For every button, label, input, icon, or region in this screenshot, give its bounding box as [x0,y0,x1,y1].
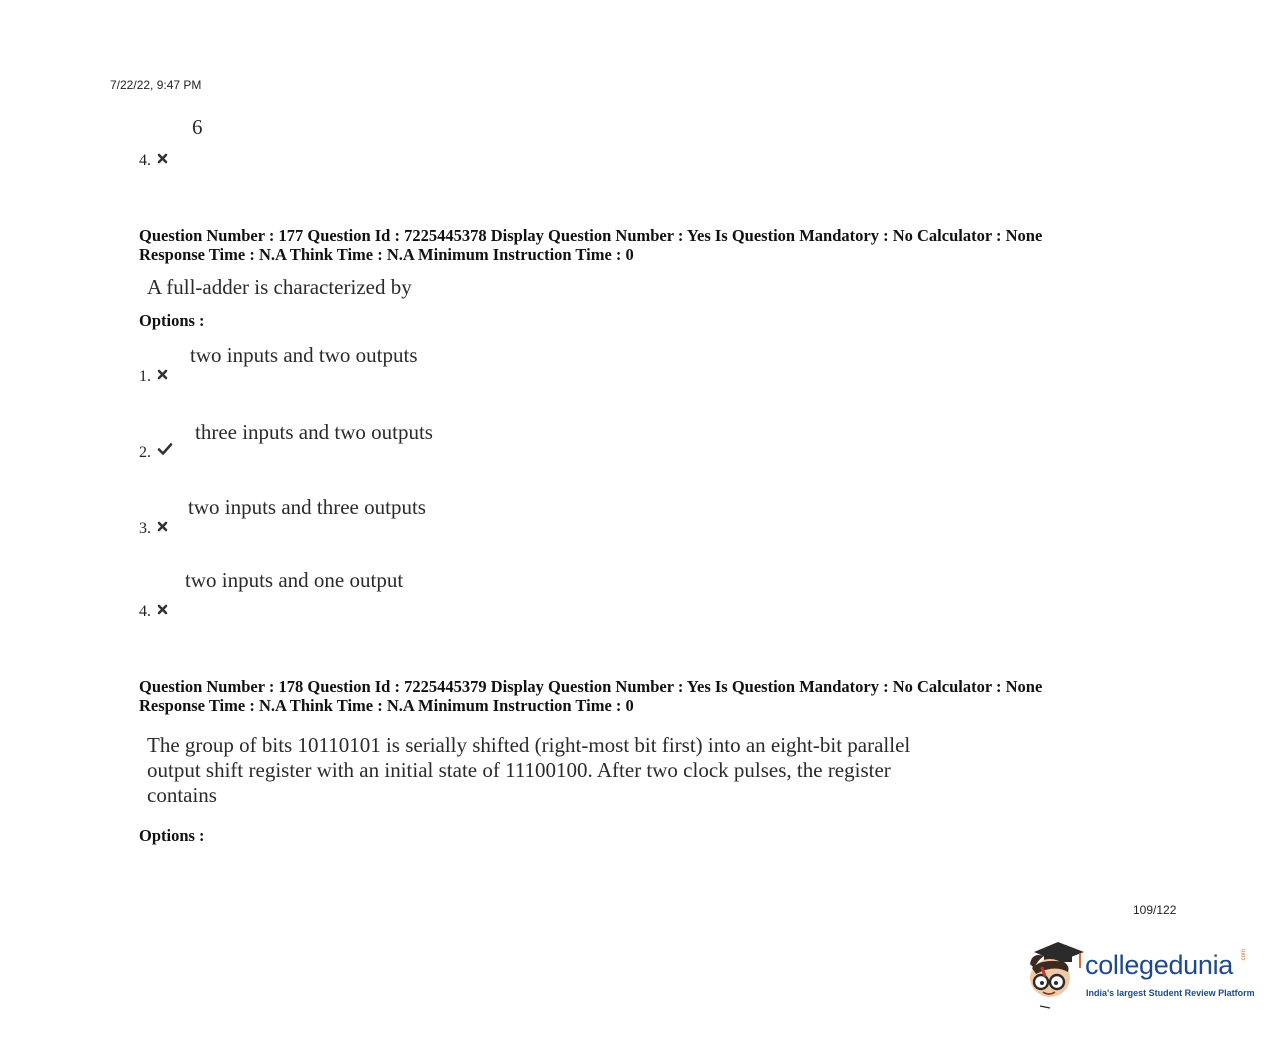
q177-options-label: Options : [139,311,205,330]
q177-meta-line2: Response Time : N.A Think Time : N.A Minimum Instruction Time : 0 [139,245,634,264]
q178-question-text-line2: output shift register with an initial state of 11100100. After two clock pulses, the register [147,758,891,782]
q177-question-text: A full-adder is characterized by [147,275,412,299]
q177-option-2 [139,442,173,462]
q177-option-3 [139,520,168,538]
q178-meta-line1: Question Number : 178 Question Id : 7225445379 Display Question Number : Yes Is Question Mandatory : No Calculator : None [139,677,1043,696]
q178-options-label: Options : [139,826,205,845]
logo-wordmark: collegedunia [1085,950,1234,980]
q177-option-1-text: two inputs and two outputs [190,343,418,367]
prev-option-4-number: 4. [139,152,151,169]
cross-icon [157,369,168,380]
mascot-icon [1024,938,1088,1012]
print-timestamp: 7/22/22, 9:47 PM [110,78,202,92]
q178-question-text-line3: contains [147,783,217,807]
q177-option-4 [139,603,168,621]
q177-option-3-number: 3. [139,520,151,537]
prev-option-4 [139,152,168,170]
q177-option-2-text: three inputs and two outputs [195,420,433,444]
q177-option-2-number: 2. [139,444,151,461]
q177-option-4-number: 4. [139,603,151,620]
cross-icon [157,521,168,532]
q177-meta-line1: Question Number : 177 Question Id : 7225445378 Display Question Number : Yes Is Question Mandatory : No Calculator : None [139,226,1043,245]
q177-option-1-number: 1. [139,368,151,385]
cross-icon [157,153,168,164]
logo-suffix: .com [1241,948,1247,962]
q178-meta-line2: Response Time : N.A Think Time : N.A Minimum Instruction Time : 0 [139,696,634,715]
prev-option-4-text: 6 [192,115,203,139]
q177-option-3-text: two inputs and three outputs [188,495,426,519]
q177-option-1 [139,368,168,386]
logo-tagline: India's largest Student Review Platform [1086,988,1255,998]
q178-question-text-line1: The group of bits 10110101 is serially shifted (right-most bit first) into an eight-bit parallel [147,733,911,757]
cross-icon [157,604,168,615]
page-number: 109/122 [1133,903,1177,917]
check-icon [157,442,173,456]
q177-option-4-text: two inputs and one output [185,568,404,592]
